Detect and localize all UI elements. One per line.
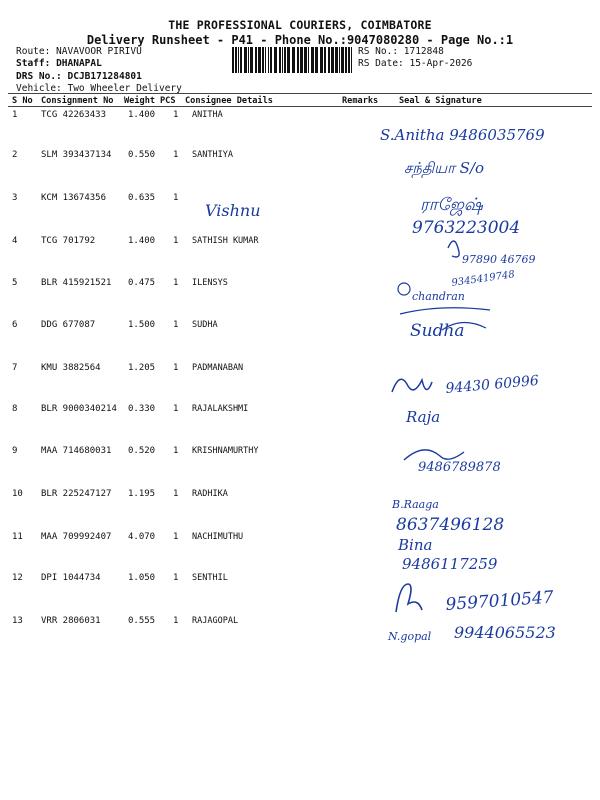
barcode-bar	[311, 47, 314, 73]
row-pcs: 1	[173, 489, 179, 499]
row-weight: 0.555	[128, 616, 156, 626]
row-consignee: PADMANABAN	[192, 363, 244, 373]
row-consignee: SANTHIYA	[192, 150, 233, 160]
barcode-bar	[258, 47, 261, 73]
table-row	[0, 320, 600, 360]
staff-label: Staff:	[16, 58, 51, 69]
svg-text:S.Anitha 9486035769: S.Anitha 9486035769	[380, 126, 545, 144]
barcode-bar	[304, 47, 307, 73]
row-pcs: 1	[173, 236, 179, 246]
svg-text:97890 46769: 97890 46769	[462, 253, 536, 266]
svg-text:9944065523: 9944065523	[454, 623, 556, 642]
row-pcs: 1	[173, 446, 179, 456]
row-consignee: ILENSYS	[192, 278, 228, 288]
row-sno: 1	[12, 110, 18, 120]
row-consignee: SENTHIL	[192, 573, 228, 583]
barcode-bar	[345, 47, 347, 73]
svg-text:ராஜேஷ்: ராஜேஷ்	[420, 195, 483, 215]
col-consignment: Consignment No	[41, 96, 114, 106]
svg-text:9597010547: 9597010547	[444, 587, 555, 615]
row-sno: 2	[12, 150, 18, 160]
row-sno: 12	[12, 573, 23, 583]
barcode-bar	[240, 47, 242, 73]
row-weight: 1.050	[128, 573, 156, 583]
barcode	[231, 47, 355, 73]
row-weight: 0.550	[128, 150, 156, 160]
header-rule-top	[8, 93, 592, 94]
row-sno: 3	[12, 193, 18, 203]
barcode-bar	[320, 47, 323, 73]
barcode-bar	[300, 47, 303, 73]
rs-date: RS Date: 15-Apr-2026	[358, 58, 473, 69]
barcode-bar	[279, 47, 281, 73]
barcode-bar	[268, 47, 269, 73]
row-consignment-no: KCM 13674356	[41, 193, 107, 203]
barcode-bar	[324, 47, 326, 73]
staff-line	[16, 58, 102, 69]
barcode-bar	[292, 47, 295, 73]
barcode-bar	[235, 47, 237, 73]
barcode-bar	[265, 47, 266, 73]
svg-text:சந்தியா S/o: சந்தியா S/o	[404, 159, 485, 177]
row-pcs: 1	[173, 150, 179, 160]
svg-text:9486117259: 9486117259	[402, 555, 498, 573]
col-weight: Weight	[124, 96, 156, 106]
row-consignment-no: BLR 415921521	[41, 278, 112, 288]
table-row	[0, 489, 600, 529]
svg-text:9763223004: 9763223004	[412, 218, 521, 238]
row-pcs: 1	[173, 532, 179, 542]
barcode-bar	[351, 47, 352, 73]
barcode-bar	[297, 47, 299, 73]
row-weight: 4.070	[128, 532, 156, 542]
table-row	[0, 404, 600, 444]
svg-text:N.gopal: N.gopal	[388, 630, 432, 643]
row-weight: 1.205	[128, 363, 156, 373]
row-weight: 1.500	[128, 320, 156, 330]
row-pcs: 1	[173, 573, 179, 583]
row-consignee: RAJAGOPAL	[192, 616, 239, 626]
drs-line	[16, 71, 142, 82]
col-remarks: Remarks	[342, 96, 379, 106]
barcode-bar	[238, 47, 239, 73]
barcode-bar	[255, 47, 257, 73]
row-consignee: SATHISH KUMAR	[192, 236, 259, 246]
svg-text:chandran: chandran	[412, 290, 465, 303]
barcode-bar	[287, 47, 290, 73]
col-seal-signature: Seal & Signature	[399, 96, 482, 106]
row-weight: 1.195	[128, 489, 156, 499]
barcode-bar	[341, 47, 344, 73]
col-sno: S No	[12, 96, 33, 106]
table-row	[0, 150, 600, 190]
row-consignment-no: TCG 42263433	[41, 110, 107, 120]
barcode-bar	[248, 47, 249, 73]
row-consignee: SUDHA	[192, 320, 218, 330]
svg-text:94430 60996: 94430 60996	[444, 372, 540, 397]
barcode-bar	[308, 47, 309, 73]
row-consignment-no: MAA 709992407	[41, 532, 112, 542]
row-consignment-no: DDG 677087	[41, 320, 96, 330]
svg-text:Sudha: Sudha	[410, 321, 465, 341]
company-title: THE PROFESSIONAL COURIERS, COIMBATORE	[168, 18, 432, 32]
barcode-bar	[328, 47, 330, 73]
barcode-bar	[270, 47, 272, 73]
row-weight: 0.475	[128, 278, 156, 288]
vehicle-label: Vehicle: Two Wheeler Delivery	[16, 83, 182, 94]
row-pcs: 1	[173, 110, 179, 120]
row-consignment-no: MAA 714680031	[41, 446, 112, 456]
runsheet-subtitle: Delivery Runsheet - P41 - Phone No.:9047080280 - Page No.:1	[86, 33, 514, 47]
row-weight: 0.635	[128, 193, 156, 203]
barcode-bar	[284, 47, 286, 73]
row-consignment-no: BLR 9000340214	[41, 404, 117, 414]
barcode-bar	[262, 47, 264, 73]
header-rule-bottom	[8, 106, 592, 107]
row-consignee: ANITHA	[192, 110, 223, 120]
row-consignment-no: SLM 393437134	[41, 150, 112, 160]
row-consignment-no: BLR 225247127	[41, 489, 112, 499]
barcode-bar	[331, 47, 334, 73]
svg-text:Vishnu: Vishnu	[205, 201, 261, 220]
barcode-bar	[348, 47, 350, 73]
table-row	[0, 573, 600, 613]
svg-text:9486789878: 9486789878	[418, 460, 501, 475]
svg-text:8637496128: 8637496128	[396, 515, 505, 535]
row-sno: 6	[12, 320, 18, 330]
row-sno: 8	[12, 404, 18, 414]
table-row	[0, 363, 600, 403]
barcode-bar	[339, 47, 340, 73]
row-consignee: KRISHNAMURTHY	[192, 446, 259, 456]
row-pcs: 1	[173, 616, 179, 626]
row-pcs: 1	[173, 363, 179, 373]
table-row	[0, 110, 600, 150]
row-weight: 1.400	[128, 236, 156, 246]
row-consignee: RAJALAKSHMI	[192, 404, 249, 414]
barcode-bar	[315, 47, 318, 73]
svg-text:9345419748: 9345419748	[450, 269, 516, 289]
row-sno: 5	[12, 278, 18, 288]
row-consignment-no: DPI 1044734	[41, 573, 101, 583]
row-sno: 13	[12, 616, 23, 626]
barcode-bar	[244, 47, 247, 73]
barcode-bar	[250, 47, 253, 73]
row-consignee: NACHIMUTHU	[192, 532, 244, 542]
row-consignment-no: VRR 2806031	[41, 616, 101, 626]
row-sno: 4	[12, 236, 18, 246]
row-pcs: 1	[173, 193, 179, 203]
svg-text:Bina: Bina	[398, 536, 433, 554]
table-row	[0, 616, 600, 656]
table-row	[0, 236, 600, 276]
barcode-bar	[232, 47, 234, 73]
row-sno: 10	[12, 489, 23, 499]
svg-text:B.Raaga: B.Raaga	[392, 498, 439, 511]
barcode-bar	[282, 47, 283, 73]
table-row	[0, 446, 600, 486]
row-sno: 7	[12, 363, 18, 373]
row-pcs: 1	[173, 278, 179, 288]
barcode-bar	[335, 47, 338, 73]
row-weight: 0.520	[128, 446, 156, 456]
staff-name: DHANAPAL	[56, 58, 102, 69]
row-weight: 1.400	[128, 110, 156, 120]
rs-number: RS No.: 1712848	[358, 46, 444, 57]
row-sno: 9	[12, 446, 18, 456]
row-weight: 0.330	[128, 404, 156, 414]
drs-label: DRS No.:	[16, 71, 62, 82]
col-pcs: PCS	[160, 96, 176, 106]
col-consignee: Consignee Details	[185, 96, 273, 106]
route-label: Route: NAVAVOOR PIRIVU	[16, 46, 142, 57]
barcode-bar	[274, 47, 277, 73]
row-pcs: 1	[173, 320, 179, 330]
row-consignment-no: KMU 3882564	[41, 363, 101, 373]
row-consignee: RADHIKA	[192, 489, 228, 499]
table-row	[0, 278, 600, 318]
table-row	[0, 193, 600, 233]
row-consignment-no: TCG 701792	[41, 236, 96, 246]
svg-text:Raja: Raja	[406, 408, 441, 426]
drs-number: DCJB171284801	[67, 71, 142, 82]
table-row	[0, 532, 600, 572]
row-pcs: 1	[173, 404, 179, 414]
row-sno: 11	[12, 532, 23, 542]
